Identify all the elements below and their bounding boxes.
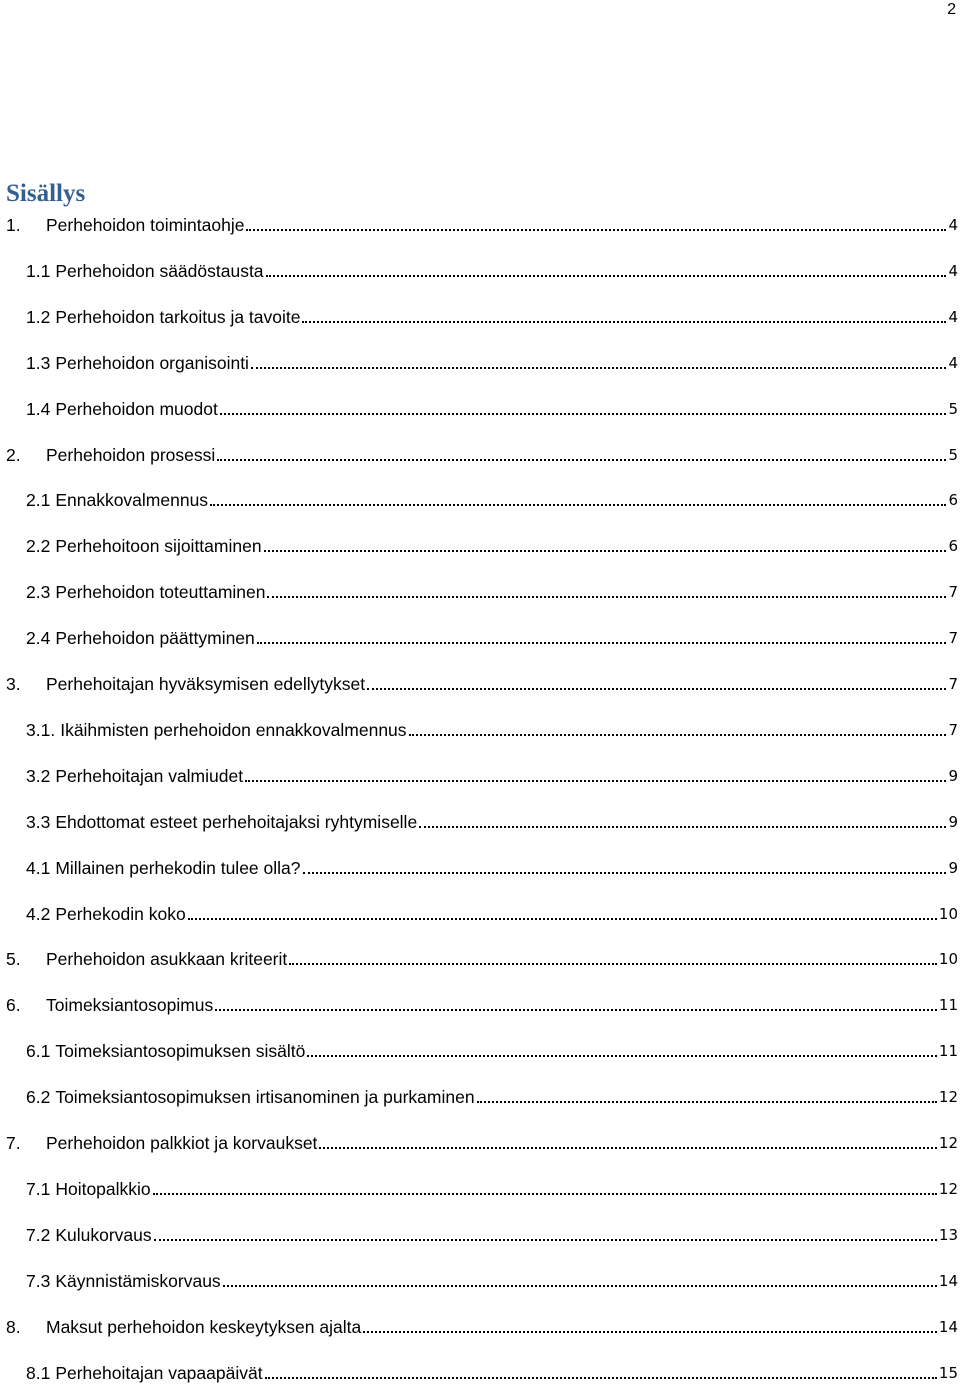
toc-dot-leader <box>477 1101 937 1103</box>
toc-entry-number: 1.2 <box>26 307 51 327</box>
toc-entry-page: 6 <box>948 491 958 509</box>
toc-entry-title: Kulukorvaus <box>55 1225 152 1245</box>
toc-entry-page: 7 <box>948 675 958 693</box>
toc-entry-title: Perhehoitajan valmiudet <box>55 766 244 786</box>
toc-dot-leader <box>303 872 947 874</box>
toc-entry-page: 12 <box>938 1088 958 1106</box>
toc-entry-number: 1. <box>6 215 21 235</box>
toc-entry[interactable] <box>0 350 958 374</box>
toc-entry-number: 2. <box>6 445 21 465</box>
toc-entry-page: 15 <box>938 1364 958 1382</box>
toc-dot-leader <box>265 1377 937 1379</box>
toc-dot-leader <box>223 1285 937 1287</box>
toc-entry[interactable] <box>0 487 958 511</box>
toc-entry-number: 1.3 <box>26 353 51 373</box>
toc-entry-page: 4 <box>948 308 958 326</box>
toc-entry[interactable] <box>0 442 958 466</box>
toc-entry-number: 7.1 <box>26 1179 51 1199</box>
toc-entry-page: 11 <box>938 1042 958 1060</box>
toc-entry[interactable] <box>0 1314 958 1338</box>
toc-entry-title: Perhehoitoon sijoittaminen <box>55 536 262 556</box>
toc-entry-number: 3.2 <box>26 766 51 786</box>
toc-entry-title: Perhehoidon säädöstausta <box>55 261 264 281</box>
toc-entry[interactable] <box>0 625 958 649</box>
toc-entry[interactable] <box>0 1084 958 1108</box>
toc-dot-leader <box>367 688 946 690</box>
toc-entry-number: 6. <box>6 995 21 1015</box>
toc-dot-leader <box>153 1193 937 1195</box>
toc-entry-number: 5. <box>6 949 21 969</box>
toc-dot-leader <box>419 826 946 828</box>
toc-entry-title: Perhehoidon palkkiot ja korvaukset <box>46 1133 318 1153</box>
toc-entry-title: Ikäihmisten perhehoidon ennakkovalmennus <box>60 720 407 740</box>
toc-dot-leader <box>154 1239 937 1241</box>
toc-entry-page: 6 <box>948 537 958 555</box>
toc-entry-page: 4 <box>948 262 958 280</box>
toc-entry-page: 5 <box>948 400 958 418</box>
toc-dot-leader <box>220 413 947 415</box>
toc-entry[interactable] <box>0 212 958 236</box>
toc-entry-title: Toimeksiantosopimus <box>46 995 214 1015</box>
toc-entry[interactable] <box>0 1038 958 1062</box>
toc-entry-number: 2.1 <box>26 490 51 510</box>
toc-entry-number: 3. <box>6 674 21 694</box>
toc-entry-page: 14 <box>938 1272 958 1290</box>
toc-dot-leader <box>210 504 946 506</box>
toc-entry-page: 14 <box>938 1318 958 1336</box>
toc-entry-title: Perhehoidon toimintaohje <box>46 215 245 235</box>
toc-entry-number: 6.1 <box>26 1041 51 1061</box>
toc-entry-title: Käynnistämiskorvaus <box>55 1271 221 1291</box>
toc-entry-page: 9 <box>948 767 958 785</box>
toc-entry[interactable] <box>0 717 958 741</box>
toc-entry-number: 7.3 <box>26 1271 51 1291</box>
toc-entry-number: 3.1. <box>26 720 56 740</box>
toc-dot-leader <box>289 963 937 965</box>
toc-entry[interactable] <box>0 901 958 925</box>
toc-entry-title: Toimeksiantosopimuksen irtisanominen ja purkaminen <box>55 1087 475 1107</box>
toc-entry[interactable] <box>0 533 958 557</box>
toc-entry-title: Ehdottomat esteet perhehoitajaksi ryhtymiselle <box>55 812 418 832</box>
toc-entry-number: 7.2 <box>26 1225 51 1245</box>
toc-entry-title: Perhehoidon prosessi <box>46 445 216 465</box>
toc-dot-leader <box>246 229 946 231</box>
toc-entry[interactable] <box>0 396 958 420</box>
toc-entry-title: Ennakkovalmennus <box>55 490 209 510</box>
toc-entry-title: Perhehoitajan hyväksymisen edellytykset <box>46 674 366 694</box>
toc-entry-number: 8.1 <box>26 1363 51 1383</box>
toc-dot-leader <box>188 918 937 920</box>
toc-entry[interactable] <box>0 855 958 879</box>
toc-entry[interactable] <box>0 1268 958 1292</box>
toc-entry-page: 4 <box>948 216 958 234</box>
toc-dot-leader <box>251 367 947 369</box>
toc-dot-leader <box>267 596 946 598</box>
toc-entry-title: Hoitopalkkio <box>55 1179 151 1199</box>
toc-entry-page: 7 <box>948 629 958 647</box>
toc-entry-title: Perhehoitajan vapaapäivät <box>55 1363 263 1383</box>
toc-entry[interactable] <box>0 304 958 328</box>
toc-entry-page: 4 <box>948 354 958 372</box>
toc-entry-page: 11 <box>938 996 958 1014</box>
toc-entry[interactable] <box>0 258 958 282</box>
toc-entry-title: Perhehoidon asukkaan kriteerit <box>46 949 288 969</box>
toc-entry-title: Perhehoidon toteuttaminen <box>55 582 266 602</box>
toc-dot-leader <box>264 550 947 552</box>
toc-entry-number: 2.4 <box>26 628 51 648</box>
toc-dot-leader <box>266 275 947 277</box>
toc-entry-title: Perhehoidon tarkoitus ja tavoite <box>55 307 301 327</box>
toc-dot-leader <box>302 321 946 323</box>
toc-entry-number: 2.2 <box>26 536 51 556</box>
toc-entry-title: Perhekodin koko <box>55 904 186 924</box>
toc-entry-number: 1.4 <box>26 399 51 419</box>
toc-entry[interactable] <box>0 946 958 970</box>
toc-entry-title: Perhehoidon organisointi <box>55 353 249 373</box>
toc-entry-page: 9 <box>948 813 958 831</box>
toc-entry-title: Perhehoidon muodot <box>55 399 218 419</box>
toc-entry-page: 9 <box>948 859 958 877</box>
toc-entry[interactable] <box>0 992 958 1016</box>
toc-entry-number: 4.1 <box>26 858 51 878</box>
toc-entry[interactable] <box>0 763 958 787</box>
toc-entry[interactable] <box>0 1130 958 1154</box>
toc-dot-leader <box>257 642 947 644</box>
toc-dot-leader <box>307 1055 937 1057</box>
toc-entry-page: 10 <box>938 905 958 923</box>
toc-entry-number: 4.2 <box>26 904 51 924</box>
toc-entry-page: 12 <box>938 1180 958 1198</box>
toc-entry-number: 2.3 <box>26 582 51 602</box>
toc-entry-number: 8. <box>6 1317 21 1337</box>
toc-heading: Sisällys <box>6 180 86 207</box>
toc-dot-leader <box>245 780 946 782</box>
toc-entry-number: 1.1 <box>26 261 51 281</box>
toc-dot-leader <box>319 1147 936 1149</box>
toc-entry[interactable] <box>0 809 958 833</box>
toc-entry-number: 3.3 <box>26 812 51 832</box>
toc-entry-page: 5 <box>948 446 958 464</box>
toc-entry-title: Toimeksiantosopimuksen sisältö <box>55 1041 306 1061</box>
toc-entry[interactable] <box>0 1176 958 1200</box>
toc-entry[interactable] <box>0 1360 958 1384</box>
toc-entry-number: 7. <box>6 1133 21 1153</box>
toc-entry[interactable] <box>0 671 958 695</box>
toc-entry[interactable] <box>0 579 958 603</box>
toc-entry-page: 7 <box>948 721 958 739</box>
toc-entry-page: 10 <box>938 950 958 968</box>
toc-entry-title: Millainen perhekodin tulee olla? <box>55 858 301 878</box>
toc-entry-page: 7 <box>948 583 958 601</box>
toc-entry[interactable] <box>0 1222 958 1246</box>
toc-entry-title: Perhehoidon päättyminen <box>55 628 255 648</box>
toc-dot-leader <box>409 734 947 736</box>
toc-dot-leader <box>217 459 946 461</box>
toc-dot-leader <box>363 1331 937 1333</box>
toc-entry-page: 12 <box>938 1134 958 1152</box>
toc-entry-title: Maksut perhehoidon keskeytyksen ajalta <box>46 1317 362 1337</box>
toc-dot-leader <box>215 1009 937 1011</box>
toc-entry-page: 13 <box>938 1226 958 1244</box>
toc-entry-number: 6.2 <box>26 1087 51 1107</box>
page-number: 2 <box>947 1 956 18</box>
